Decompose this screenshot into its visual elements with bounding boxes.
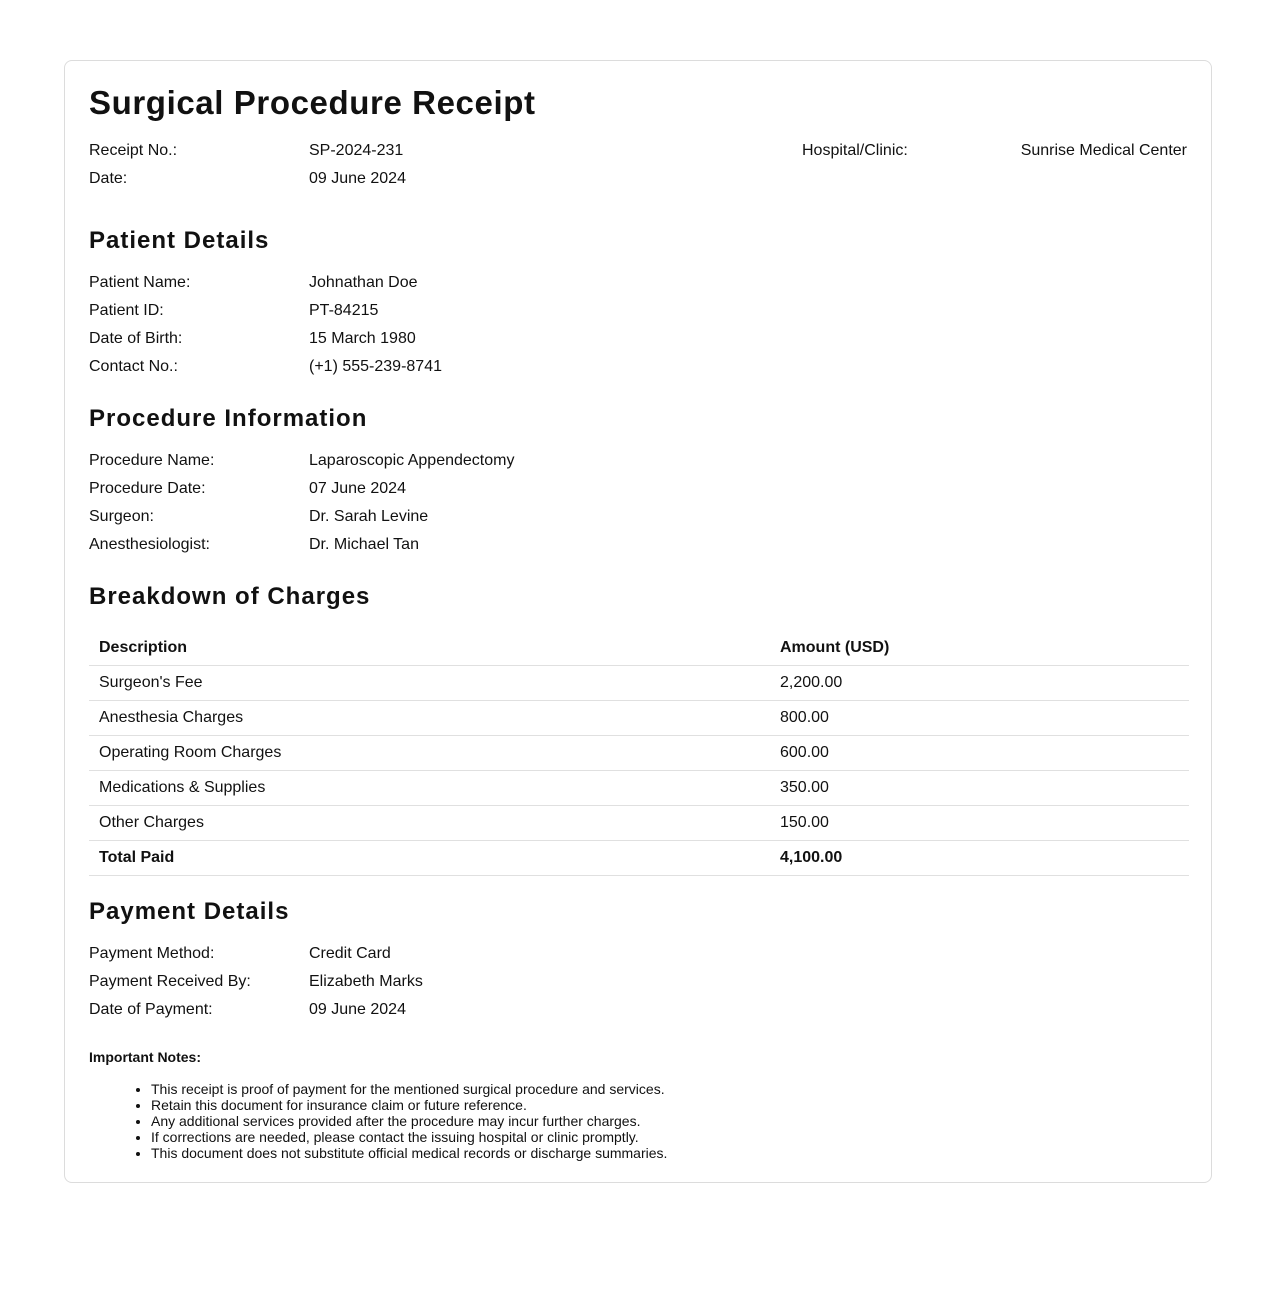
table-row [89, 701, 1189, 736]
list-item: • This receipt is proof of payment for the mentioned surgical procedure and services. [151, 1081, 667, 1097]
field-value: 09 June 2024 [309, 1001, 406, 1018]
field-label: Procedure Name: [89, 452, 215, 469]
field-label: Patient ID: [89, 302, 164, 319]
total-row [89, 841, 1189, 876]
patient-details-heading: Patient Details [89, 227, 270, 254]
table-header-row [89, 631, 1189, 666]
charge-description: Operating Room Charges [89, 736, 770, 771]
field-label: Contact No.: [89, 358, 178, 375]
field-label: Patient Name: [89, 274, 191, 291]
receipt-date-label: Date: [89, 170, 128, 187]
receipt-number-value: SP-2024-231 [309, 142, 404, 159]
charge-amount: 600.00 [770, 736, 1189, 771]
page-title: Surgical Procedure Receipt [89, 84, 536, 121]
charge-description: Other Charges [89, 806, 770, 841]
charge-amount: 150.00 [770, 806, 1189, 841]
table-row [89, 771, 1189, 806]
field-label: Anesthesiologist: [89, 536, 210, 553]
field-value: Dr. Sarah Levine [309, 508, 429, 525]
list-item: • Retain this document for insurance claim or future reference. [151, 1097, 667, 1113]
charges-table [89, 631, 1189, 876]
field-value: 15 March 1980 [309, 330, 416, 347]
charge-description: Surgeon's Fee [89, 666, 770, 701]
field-value: Elizabeth Marks [309, 973, 423, 990]
charge-description: Medications & Supplies [89, 771, 770, 806]
hospital-label: Hospital/Clinic: [802, 142, 908, 159]
total-amount: 4,100.00 [770, 841, 1189, 876]
charges-heading: Breakdown of Charges [89, 583, 371, 610]
list-item: • If corrections are needed, please contact the issuing hospital or clinic promptly. [151, 1129, 667, 1145]
hospital-value: Sunrise Medical Center [1020, 142, 1187, 159]
field-label: Payment Received By: [89, 973, 251, 990]
receipt-date-value: 09 June 2024 [309, 170, 406, 187]
receipt-number-label: Receipt No.: [89, 142, 178, 159]
payment-details-heading: Payment Details [89, 898, 290, 925]
field-label: Date of Birth: [89, 330, 183, 347]
field-value: Johnathan Doe [309, 274, 418, 291]
field-value: (+1) 555-239-8741 [309, 358, 442, 375]
field-label: Surgeon: [89, 508, 154, 525]
notes-list [89, 1081, 667, 1161]
table-row [89, 806, 1189, 841]
table-row [89, 736, 1189, 771]
column-header-amount: Amount (USD) [770, 631, 1189, 666]
field-value: PT-84215 [309, 302, 379, 319]
field-value: 07 June 2024 [309, 480, 406, 497]
list-item: • Any additional services provided after the procedure may incur further charges. [151, 1113, 667, 1129]
field-value: Credit Card [309, 945, 391, 962]
charge-amount: 2,200.00 [770, 666, 1189, 701]
total-label: Total Paid [89, 841, 770, 876]
table-row [89, 666, 1189, 701]
field-label: Date of Payment: [89, 1001, 213, 1018]
charge-amount: 350.00 [770, 771, 1189, 806]
notes-heading: Important Notes: [89, 1049, 201, 1065]
field-label: Procedure Date: [89, 480, 206, 497]
field-value: Laparoscopic Appendectomy [309, 452, 515, 469]
procedure-info-heading: Procedure Information [89, 405, 368, 432]
field-label: Payment Method: [89, 945, 215, 962]
charge-amount: 800.00 [770, 701, 1189, 736]
charge-description: Anesthesia Charges [89, 701, 770, 736]
field-value: Dr. Michael Tan [309, 536, 419, 553]
list-item: • This document does not substitute official medical records or discharge summaries. [151, 1145, 667, 1161]
receipt-card [64, 60, 1212, 1183]
column-header-description: Description [89, 631, 770, 666]
